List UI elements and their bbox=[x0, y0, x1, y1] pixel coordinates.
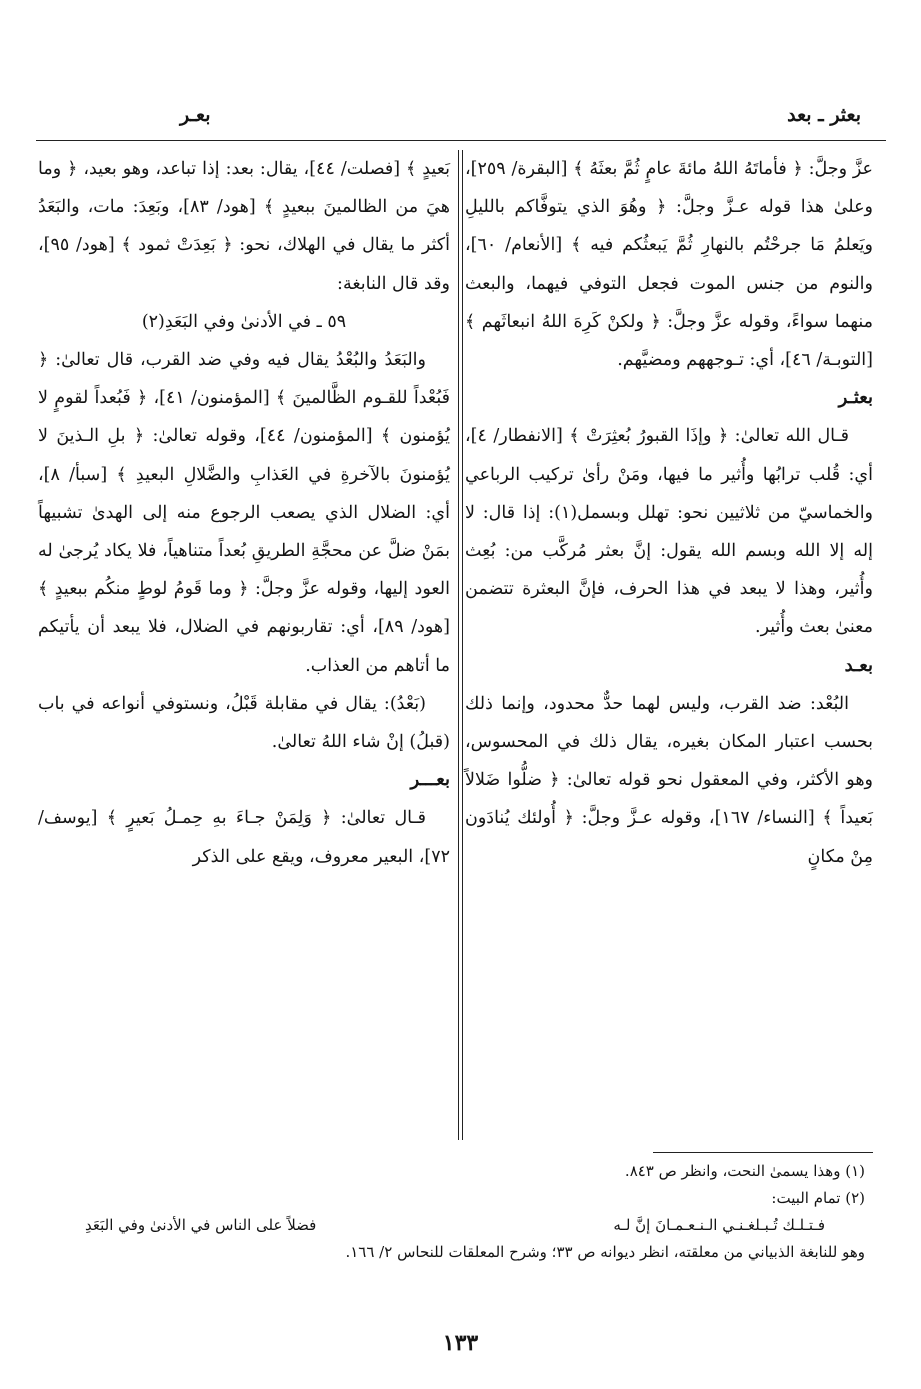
poetry-citation: ٥٩ ـ في الأدنىٰ وفي البَعَدِ(٢) bbox=[141, 311, 347, 332]
left-column bbox=[38, 150, 450, 876]
paragraph-baadu: (بَعْدُ): يقال في مقابلة قَبْلُ، ونستوفي أنواعه في باب (قبلُ) إنْ شاء اللهُ تعالىٰ. bbox=[38, 693, 450, 753]
right-column bbox=[465, 150, 873, 876]
verse-second-hemistich: فضلاً على الناس في الأدنىٰ وفي البَعَدِ bbox=[85, 1216, 317, 1234]
footnote-1: (١) وهذا يسمىٰ النحت، وانظر ص ٨٤٣. bbox=[624, 1162, 865, 1180]
column-divider-second bbox=[462, 150, 463, 1140]
running-header-left: بعـر bbox=[180, 104, 211, 126]
entry-heading-baathar: بعثـر bbox=[838, 387, 873, 409]
footnote-2-source: وهو للنابغة الذبياني من معلقته، انظر ديوانه ص ٣٣؛ وشرح المعلقات للنحاس ٢/ ١٦٦. bbox=[345, 1243, 865, 1261]
verse-first-hemistich: فـتـلـك تُـبـلغـنـي الـنـعـمـانَ إنَّ لـه bbox=[613, 1216, 825, 1234]
paragraph-baathar: قـال الله تعالىٰ: ﴿ وإذَا القبورُ بُعثِرَتْ ﴾ [الانفطار/ ٤]، أي: قُلب ترابُها وأُثير ما فيها، ومَنْ رأىٰ تركيب الرباعي والخماسيّ من ثلاثيين نحو: تهلل وبسمل(١): إذا قال: لا إله إلا الله وبسم الله يقول: إنَّ بعثر مُركَّب من: بُعِث وأُثير، وهذا لا يبعد في هذا الحرف، فإنَّ البعثرة تتضمن معنىٰ بعث وأُثير. bbox=[465, 426, 874, 638]
paragraph-baar: قـال تعالىٰ: ﴿ وَلِمَنْ جـاءَ بهِ حِمـلُ بَعيرٍ ﴾ [يوسف/ ٧٢]، البعير معروف، ويقع على الذكر bbox=[38, 808, 450, 867]
entry-heading-baar: بعـــر bbox=[410, 769, 450, 791]
header-rule bbox=[36, 140, 886, 141]
page-number: ١٣٣ bbox=[442, 1330, 479, 1356]
column-divider bbox=[458, 150, 459, 1140]
paragraph-baad-continued: بَعيدٍ ﴾ [فصلت/ ٤٤]، يقال: بعد: إذا تباعد، وهو بعيد، ﴿ وما هيَ من الظالمينَ ببعيدٍ ﴾ [هود/ ٨٣]، وبَعِدَ: مات، والبَعَدُ أكثر ما يقال في الهلاك، نحو: ﴿ بَعِدَتْ ثمود ﴾ [هود/ ٩٥]، وقد قال النابغة: bbox=[38, 159, 451, 294]
footnote-verse bbox=[85, 1212, 865, 1239]
entry-heading-baad: بعـد bbox=[844, 654, 873, 676]
footnote-2: (٢) تمام البيت: bbox=[771, 1189, 865, 1207]
paragraph-baad: البُعْد: ضد القرب، وليس لهما حدٌّ محدود، وإنما ذلك بحسب اعتبار المكان بغيره، يقال ذلك في المحسوس، وهو الأكثر، وفي المعقول نحو قوله تعالىٰ: ﴿ ضلُّوا ضَلالاً بَعيداً ﴾ [النساء/ ١٦٧]، وقوله عـزَّ وجلَّ: ﴿ أُولئك يُنادَون مِنْ مكانٍ bbox=[465, 693, 873, 867]
running-header-right: بعثر ـ بعد bbox=[787, 104, 861, 126]
footnotes bbox=[65, 1158, 865, 1266]
footnote-rule bbox=[653, 1152, 873, 1153]
paragraph-albaad: والبَعَدُ والبُعْدُ يقال فيه وفي ضد القرب، قال تعالىٰ: ﴿ فَبُعْداً للقـوم الظَّالمينَ ﴾ [المؤمنون/ ٤١]، ﴿ فَبُعداً لقومٍ لا يُؤمنون ﴾ [المؤمنون/ ٤٤]، وقوله تعالىٰ: ﴿ بلِ الـذينَ لا يُؤمنونَ بالآخرةِ في العَذابِ والضَّلالِ البعيدِ ﴾ [سبأ/ ٨]، أي: الضلال الذي يصعب الرجوع منه إلى الهدىٰ تشبيهاً بمَنْ ضلَّ عن محجَّةِ الطريقِ بُعداً متناهياً، فلا يكاد يُرجىٰ له العود إليها، وقوله عزَّ وجلَّ: ﴿ وما قَومُ لوطٍ منكُم ببعيدٍ ﴾ [هود/ ٨٩]، أي: تقاربونهم في الضلال، فلا يبعد أن يأتيكم ما أتاهم من العذاب. bbox=[38, 350, 450, 676]
paragraph-baath-continued: عزَّ وجلَّ: ﴿ فأماتَهُ اللهُ مائةَ عامٍ ثُمَّ بعثَهُ ﴾ [البقرة/ ٢٥٩]، وعلىٰ هذا قوله عـزَّ وجلَّ: ﴿ وهُوَ الذي يتوفَّاكم بالليلِ ويَعلمُ مَا جرحْتُم بالنهارِ ثُمَّ يَبعثُكم فيه ﴾ [الأنعام/ ٦٠]، والنوم من جنس الموت فجعل التوفي فيهما، والبعث منهما سواءً، وقوله عزَّ وجلَّ: ﴿ ولكنْ كَرِهَ اللهُ انبعاثَهم ﴾ [التوبـة/ ٤٦]، أي: تـوجههم ومضيَّهم. bbox=[465, 159, 873, 371]
